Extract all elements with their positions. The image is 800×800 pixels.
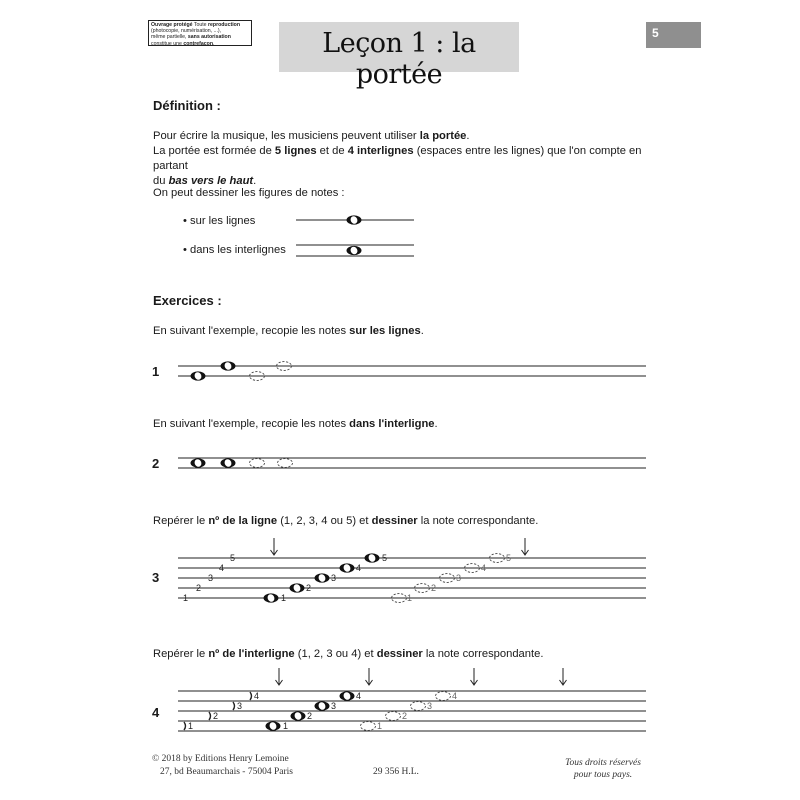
text: La portée est formée de: [153, 145, 275, 157]
notice-bold-3: sans autorisation: [187, 34, 231, 41]
text: En suivant l'exemple, recopie les notes: [153, 418, 350, 430]
text: .: [420, 325, 424, 337]
footer-rights-2: pour tous pays.: [573, 770, 633, 780]
notice-text-5: .: [213, 40, 215, 46]
trace-label-4: 4: [481, 563, 487, 573]
space-label-4: 4: [254, 691, 260, 701]
line-label-2: 2: [196, 583, 202, 593]
emphasis: dans l'interligne: [349, 418, 435, 430]
exercise-4-number: 4: [152, 705, 160, 720]
line-label-4: 4: [219, 563, 225, 573]
emphasis: 5 lignes: [274, 145, 317, 157]
text: Pour écrire la musique, les musiciens peuvent utiliser: [153, 130, 420, 142]
notice-bold-2: reproduction: [208, 22, 240, 28]
emphasis: dessiner: [371, 515, 418, 527]
trace-label-2: 2: [402, 711, 408, 721]
definition-heading: Définition :: [153, 98, 221, 113]
bullet-in-spaces: • dans les interlignes: [183, 244, 286, 256]
note-label-2: 2: [307, 711, 313, 721]
footer-address: 27, bd Beaumarchais - 75004 Paris: [160, 767, 293, 777]
note-label-3: 3: [331, 701, 337, 711]
bullet-on-lines: • sur les lignes: [183, 215, 256, 227]
text: Repérer le: [153, 515, 209, 527]
note-label-3: 3: [331, 573, 337, 583]
note-label-1: 1: [281, 593, 287, 603]
notice-bold-1: Ouvrage protégé: [151, 22, 193, 28]
exercise-1-staff: [178, 361, 646, 381]
trace-label-5: 5: [506, 553, 512, 563]
notice-text-1: Toute: [192, 22, 208, 28]
note-label-1: 1: [283, 721, 289, 731]
trace-label-4: 4: [452, 691, 458, 701]
exercises-heading: Exercices :: [153, 293, 222, 308]
note-label-4: 4: [356, 691, 362, 701]
example-note-in-space: [296, 245, 414, 256]
page-number: 5: [652, 26, 659, 40]
notice-text-2: (photocopie, numérisation, ...),: [151, 28, 222, 35]
trace-label-1: 1: [407, 593, 413, 603]
text: .: [253, 175, 257, 187]
footer-reference: 29 356 H.L.: [373, 767, 419, 777]
emphasis: nº de la ligne: [208, 515, 278, 527]
emphasis: nº de l'interligne: [208, 648, 295, 660]
text: du: [153, 175, 169, 187]
note-label-5: 5: [382, 553, 388, 563]
trace-label-3: 3: [456, 573, 462, 583]
emphasis: 4 interlignes: [347, 145, 414, 157]
space-label-1: 1: [188, 721, 194, 731]
text: (espaces entre les lignes) que l'on compte en partant: [153, 145, 642, 172]
trace-label-1: 1: [377, 721, 383, 731]
text: En suivant l'exemple, recopie les notes: [153, 325, 350, 337]
emphasis: la portée: [419, 130, 467, 142]
exercise-1-number: 1: [152, 364, 160, 379]
notice-text-3: même partielle,: [151, 34, 188, 41]
notice-text-4: constitue une: [151, 40, 184, 46]
notice-bold-4: contrefaçon: [183, 40, 214, 46]
emphasis: dessiner: [376, 648, 423, 660]
definition-intro: On peut dessiner les figures de notes :: [153, 187, 345, 199]
note-label-4: 4: [356, 563, 362, 573]
exercise-2-staff: [178, 458, 646, 468]
emphasis: bas vers le haut: [168, 175, 254, 187]
text: et de: [316, 145, 348, 157]
emphasis: sur les lignes: [349, 325, 421, 337]
text: .: [466, 130, 470, 142]
footer-rights-1: Tous droits réservés: [565, 758, 641, 768]
text: (1, 2, 3 ou 4) et: [294, 648, 377, 660]
exercise-2-number: 2: [152, 456, 160, 471]
text: la note correspondante.: [417, 515, 539, 527]
text: Repérer le: [153, 648, 209, 660]
page-title: Leçon 1 : la portée: [322, 28, 476, 90]
footer-copyright: © 2018 by Editions Henry Lemoine: [152, 754, 289, 764]
example-note-on-line: [296, 215, 414, 225]
trace-label-2: 2: [431, 583, 437, 593]
text: la note correspondante.: [422, 648, 544, 660]
trace-label-3: 3: [427, 701, 433, 711]
line-label-5: 5: [230, 553, 236, 563]
exercise-3-number: 3: [152, 570, 160, 585]
line-label-3: 3: [208, 573, 214, 583]
line-label-1: 1: [183, 593, 189, 603]
space-label-3: 3: [237, 701, 243, 711]
text: .: [434, 418, 438, 430]
note-label-2: 2: [306, 583, 312, 593]
exercise-4-staff: [178, 668, 646, 731]
text: (1, 2, 3, 4 ou 5) et: [277, 515, 372, 527]
space-label-2: 2: [213, 711, 219, 721]
